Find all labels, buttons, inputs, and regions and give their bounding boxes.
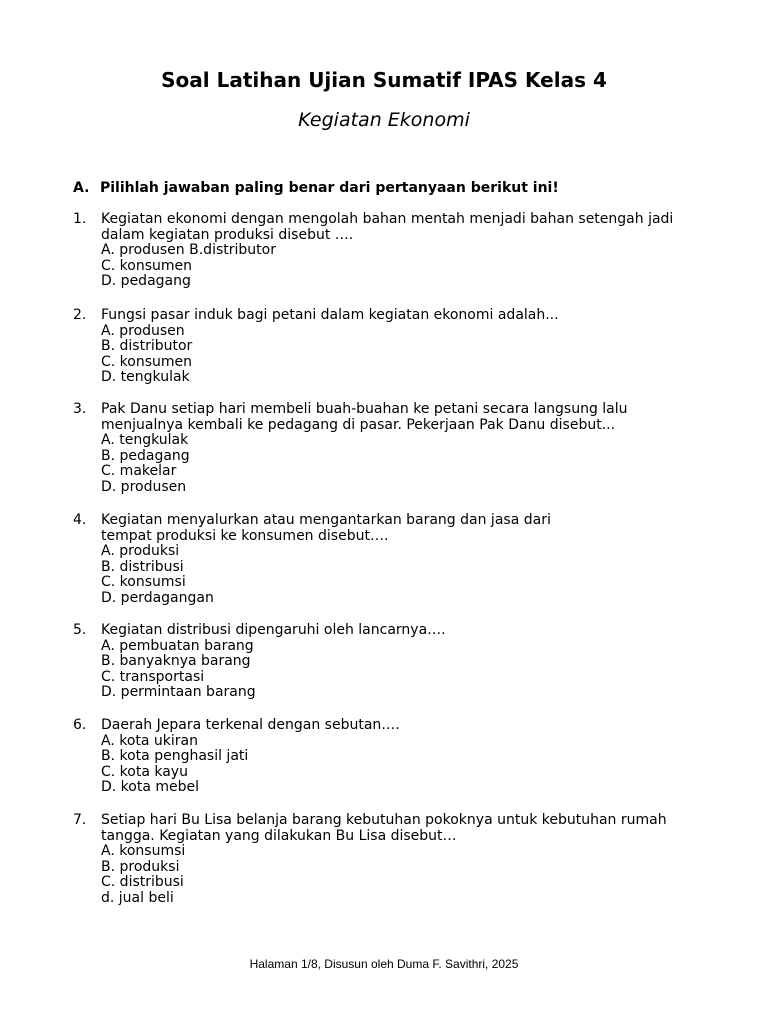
question-number: 4. [73,512,87,528]
question-body [101,623,713,701]
answer-option: A. produsen B.distributor [101,242,276,259]
answer-option: A. tengkulak [101,432,189,449]
answer-option: C. distribusi [101,874,184,891]
question-number: 2. [73,307,87,323]
answer-option: B. kota penghasil jati [101,748,249,765]
question-3 [73,402,713,496]
question-text-line: dalam kegiatan produksi disebut …. [101,226,354,243]
question-number: 6. [73,717,87,733]
answer-option: D. pedagang [101,273,191,290]
question-text-line: tangga. Kegiatan yang dilakukan Bu Lisa disebut… [101,827,457,844]
question-6 [73,718,713,796]
question-body [101,212,713,290]
question-4 [73,513,713,607]
answer-option: A. produsen [101,322,185,339]
answer-option: C. transportasi [101,668,205,685]
question-text-line: Daerah Jepara terkenal dengan sebutan…. [101,717,400,733]
question-2 [73,308,713,386]
answer-option: A. kota ukiran [101,732,199,749]
question-text-line: Kegiatan distribusi dipengaruhi oleh lancarnya…. [101,622,446,638]
question-body [101,718,713,796]
question-text-line: Setiap hari Bu Lisa belanja barang kebutuhan pokoknya untuk kebutuhan rumah [101,812,667,828]
answer-option: d. jual beli [101,889,174,906]
answer-option: A. konsumsi [101,843,186,860]
answer-option: D. kota mebel [101,779,200,796]
answer-option: C. konsumsi [101,574,186,591]
answer-option: A. pembuatan barang [101,637,254,654]
question-1 [73,212,713,290]
answer-option: B. distribusi [101,558,184,575]
question-number: 5. [73,622,87,638]
question-text-line: menjualnya kembali ke pedagang di pasar. Pekerjaan Pak Danu disebut... [101,416,616,433]
page-footer: Halaman 1/8, Disusun oleh Duma F. Savithri, 2025 [249,957,519,971]
question-body [101,813,713,907]
question-number: 3. [73,401,87,417]
answer-option: D. tengkulak [101,369,190,386]
question-text-line: Pak Danu setiap hari membeli buah-buahan ke petani secara langsung lalu [101,401,628,417]
question-5 [73,623,713,701]
answer-option: C. makelar [101,463,177,480]
question-text-line: Kegiatan ekonomi dengan mengolah bahan mentah menjadi bahan setengah jadi [101,211,674,227]
answer-option: B. pedagang [101,447,190,464]
section-heading [73,180,559,196]
question-number: 7. [73,812,87,828]
answer-option: B. produksi [101,858,180,875]
question-7 [73,813,713,907]
question-body [101,308,713,386]
page-subtitle: Kegiatan Ekonomi [298,109,470,131]
question-text-line: tempat produksi ke konsumen disebut…. [101,527,389,544]
question-body [101,402,713,496]
question-number: 1. [73,211,87,227]
question-text-line: Fungsi pasar induk bagi petani dalam kegiatan ekonomi adalah... [101,307,559,323]
answer-option: C. kota kayu [101,763,188,780]
answer-option: B. banyaknya barang [101,653,251,670]
page-title: Soal Latihan Ujian Sumatif IPAS Kelas 4 [161,68,607,92]
answer-option: B. distributor [101,338,193,355]
answer-option: C. konsumen [101,353,193,370]
answer-option: D. permintaan barang [101,684,256,701]
question-text-line: Kegiatan menyalurkan atau mengantarkan barang dan jasa dari [101,512,551,528]
section-instruction: Pilihlah jawaban paling benar dari pertanyaan berikut ini! [100,180,559,196]
section-letter: A. [73,180,90,196]
answer-option: D. produsen [101,478,187,495]
answer-option: A. produksi [101,543,180,560]
answer-option: C. konsumen [101,257,193,274]
answer-option: D. perdagangan [101,589,214,606]
question-body [101,513,713,607]
